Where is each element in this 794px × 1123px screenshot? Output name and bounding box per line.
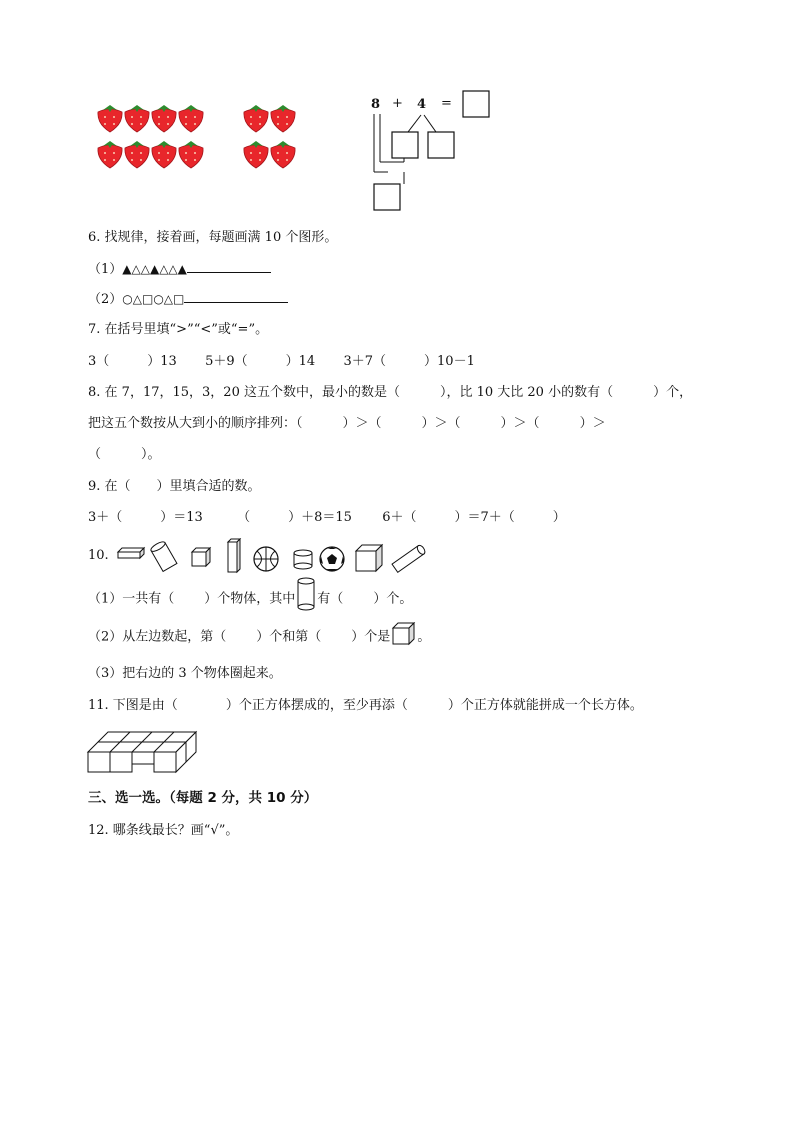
q10-s1-d: ）个。 [373,591,413,607]
strawberry-group-left [96,100,208,170]
q6-p2-sequence: ○△□○△□ [122,292,185,306]
q11-a: 11. 下图是由（ [88,698,178,713]
basketball-icon [254,547,278,571]
split-box-left [392,132,418,158]
split-diagram [366,88,496,216]
strawberry-icon [152,141,176,168]
q11-c: ）个正方体就能拼成一个长方体。 [447,698,643,713]
q8-gt-3: ）＞（ [500,416,540,431]
strawberry-icon [98,141,122,168]
q9-e2-b: ）＋8＝15 [288,510,352,525]
q8-gt-2: ）＞（ [421,416,461,431]
q10-s1-b: ）个物体，其中 [204,591,296,607]
strawberry-icon [271,141,295,168]
q7-item2-right: ）14 [285,354,316,369]
equation-b: 4 [417,97,427,112]
q8-line3 [88,446,161,464]
q10-objects-row [114,538,426,576]
q8-line1-c: ）个， [653,385,693,400]
q6-p1-sequence: ▲△△▲△△▲ [122,262,187,276]
equation-eq: = [441,96,452,111]
q9-title: 9. 在（ ）里填合适的数。 [88,479,261,494]
q10-number: 10. [88,548,109,563]
q8-line1 [88,384,692,402]
cube-icon [391,622,417,646]
q8-line1-b: ），比 10 大比 20 小的数有（ [439,385,614,400]
q6-part1 [88,260,271,279]
q10-s2-c: ）个是 [351,629,391,645]
q10-sub3: （3）把右边的 3 个物体圈起来。 [88,666,282,681]
q10-sub2 [88,628,430,647]
q6-p1-answer-line[interactable] [187,260,271,273]
equation-op: + [392,96,403,111]
q10-s2-d: 。 [417,629,431,645]
equation-a: 8 [371,97,381,112]
q10-s2-b: ）个和第（ [256,629,322,645]
cylinder-long-icon [392,544,426,572]
q11-b: ）个正方体摆成的，至少再添（ [225,698,408,713]
q9-e1-b: ）＝13 [160,510,203,525]
q6-p1-label: （1） [88,262,123,277]
q8-line3-a: （ [88,447,102,462]
q10-s1-c: 有（ [317,591,344,607]
q9-e1-a: 3＋（ [88,510,123,525]
cylinder-short-icon [294,550,312,569]
sum-box [374,184,400,210]
q7-item1-left: 3（ [88,354,110,369]
q9-equations [88,509,566,527]
q7-items [88,353,475,371]
strawberry-icon [179,141,203,168]
q12-title: 12. 哪条线最长？画“√”。 [88,823,239,838]
q10-sub1 [88,587,412,611]
q6-p2-label: （2） [88,292,123,307]
q10-s1-a: （1）一共有（ [88,591,175,607]
q8-line3-b: ）。 [141,447,161,462]
strawberry-icon [271,105,295,132]
q10-s2-a: （2）从左边数起，第（ [88,629,227,645]
soccer-ball-icon [320,547,344,571]
section3-title: 三、选一选。（每题 2 分，共 10 分） [88,790,318,806]
q8-line2-a: 把这五个数按从大到小的顺序排列：（ [88,416,303,431]
strawberry-icon [244,141,268,168]
q9-e2-a: （ [237,510,251,525]
q8-line2-end: ）＞ [579,416,606,431]
q9-e3-b: ）＝7＋（ [454,510,515,525]
q7-item1-right: ）13 [147,354,177,369]
strawberry-icon [125,141,149,168]
strawberry-icon [125,105,149,132]
strawberry-icon [98,105,122,132]
strawberry-group-right [240,100,300,170]
cube-small-icon [192,548,210,566]
strawberry-icon [244,105,268,132]
q7-item2-left: 5＋9（ [205,354,248,369]
q7-item3-left: 3＋7（ [343,354,387,369]
split-box-right [428,132,454,158]
cuboid-flat-icon [118,548,144,558]
q6-part2 [88,290,288,309]
cuboid-tall-icon [228,539,240,572]
q9-e3-a: 6＋（ [382,510,417,525]
q6-p2-answer-line[interactable] [184,290,288,303]
cube-arrangement [86,728,208,776]
q8-line2 [88,415,606,433]
cube-large-icon [356,545,382,571]
q11-text [88,697,643,715]
q6-title: 6. 找规律，接着画，每题画满 10 个图形。 [88,230,338,245]
cylinder-icon [296,577,316,611]
answer-box [463,91,489,117]
q8-gt-1: ）＞（ [342,416,382,431]
strawberry-icon [179,105,203,132]
q9-e3-c: ） [552,510,566,525]
cylinder-tilted-icon [150,540,177,571]
strawberry-icon [152,105,176,132]
q7-item3-right: ）10－1 [424,354,475,369]
q8-line1-a: 8. 在 7，17，15，3，20 这五个数中，最小的数是（ [88,385,400,400]
q7-title: 7. 在括号里填“>”“<”或“=”。 [88,322,269,337]
